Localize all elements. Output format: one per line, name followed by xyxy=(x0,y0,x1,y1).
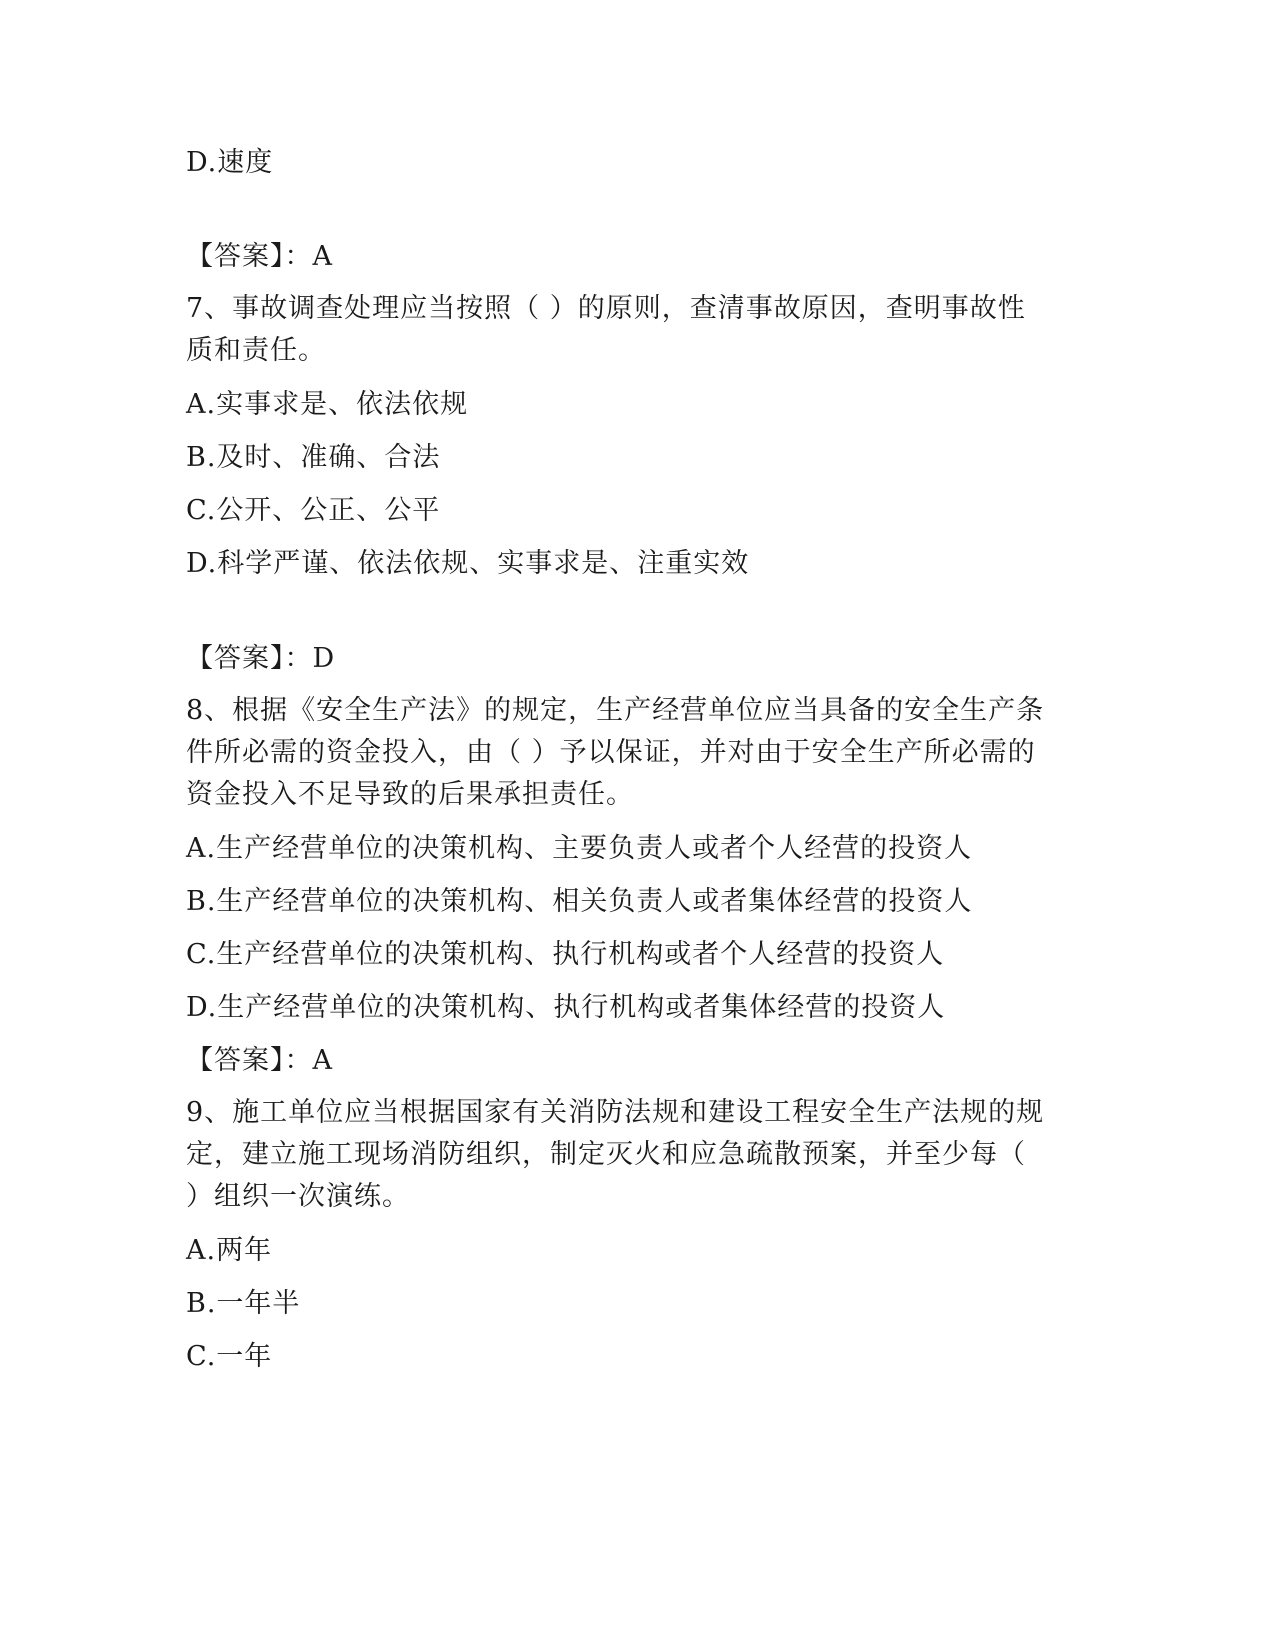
question-8-option-a: A.生产经营单位的决策机构、主要负责人或者个人经营的投资人 xyxy=(186,833,973,864)
question-7-answer: 【答案】：D xyxy=(186,643,336,674)
question-7-option-b: B.及时、准确、合法 xyxy=(186,442,441,473)
question-7-option-c: C.公开、公正、公平 xyxy=(186,495,441,526)
question-9-option-c: C.一年 xyxy=(186,1341,273,1372)
question-8-stem-line-1: 8、根据《安全生产法》的规定，生产经营单位应当具备的安全生产条 xyxy=(186,695,1045,726)
question-7-stem-line-1: 7、事故调查处理应当按照（ ）的原则，查清事故原因，查明事故性 xyxy=(186,293,1026,324)
question-7-option-a: A.实事求是、依法依规 xyxy=(186,389,469,420)
question-8-option-d: D.生产经营单位的决策机构、执行机构或者集体经营的投资人 xyxy=(186,992,946,1023)
question-9-stem-line-3: ）组织一次演练。 xyxy=(186,1181,410,1212)
question-9-stem-line-1: 9、施工单位应当根据国家有关消防法规和建设工程安全生产法规的规 xyxy=(186,1097,1045,1128)
answer-line: 【答案】：A xyxy=(186,241,333,272)
question-9-stem-line-2: 定，建立施工现场消防组织，制定灭火和应急疏散预案，并至少每（ xyxy=(186,1139,1026,1170)
question-8-stem-line-2: 件所必需的资金投入，由（ ）予以保证，并对由于安全生产所必需的 xyxy=(186,737,1036,768)
question-8-option-b: B.生产经营单位的决策机构、相关负责人或者集体经营的投资人 xyxy=(186,886,973,917)
question-7-option-d: D.科学严谨、依法依规、实事求是、注重实效 xyxy=(186,548,750,579)
question-7-stem-line-2: 质和责任。 xyxy=(186,335,326,366)
question-9-option-b: B.一年半 xyxy=(186,1288,301,1319)
question-8-option-c: C.生产经营单位的决策机构、执行机构或者个人经营的投资人 xyxy=(186,939,945,970)
option-d: D.速度 xyxy=(186,147,274,178)
question-8-answer: 【答案】：A xyxy=(186,1045,333,1076)
question-9-option-a: A.两年 xyxy=(186,1235,273,1266)
question-8-stem-line-3: 资金投入不足导致的后果承担责任。 xyxy=(186,779,634,810)
